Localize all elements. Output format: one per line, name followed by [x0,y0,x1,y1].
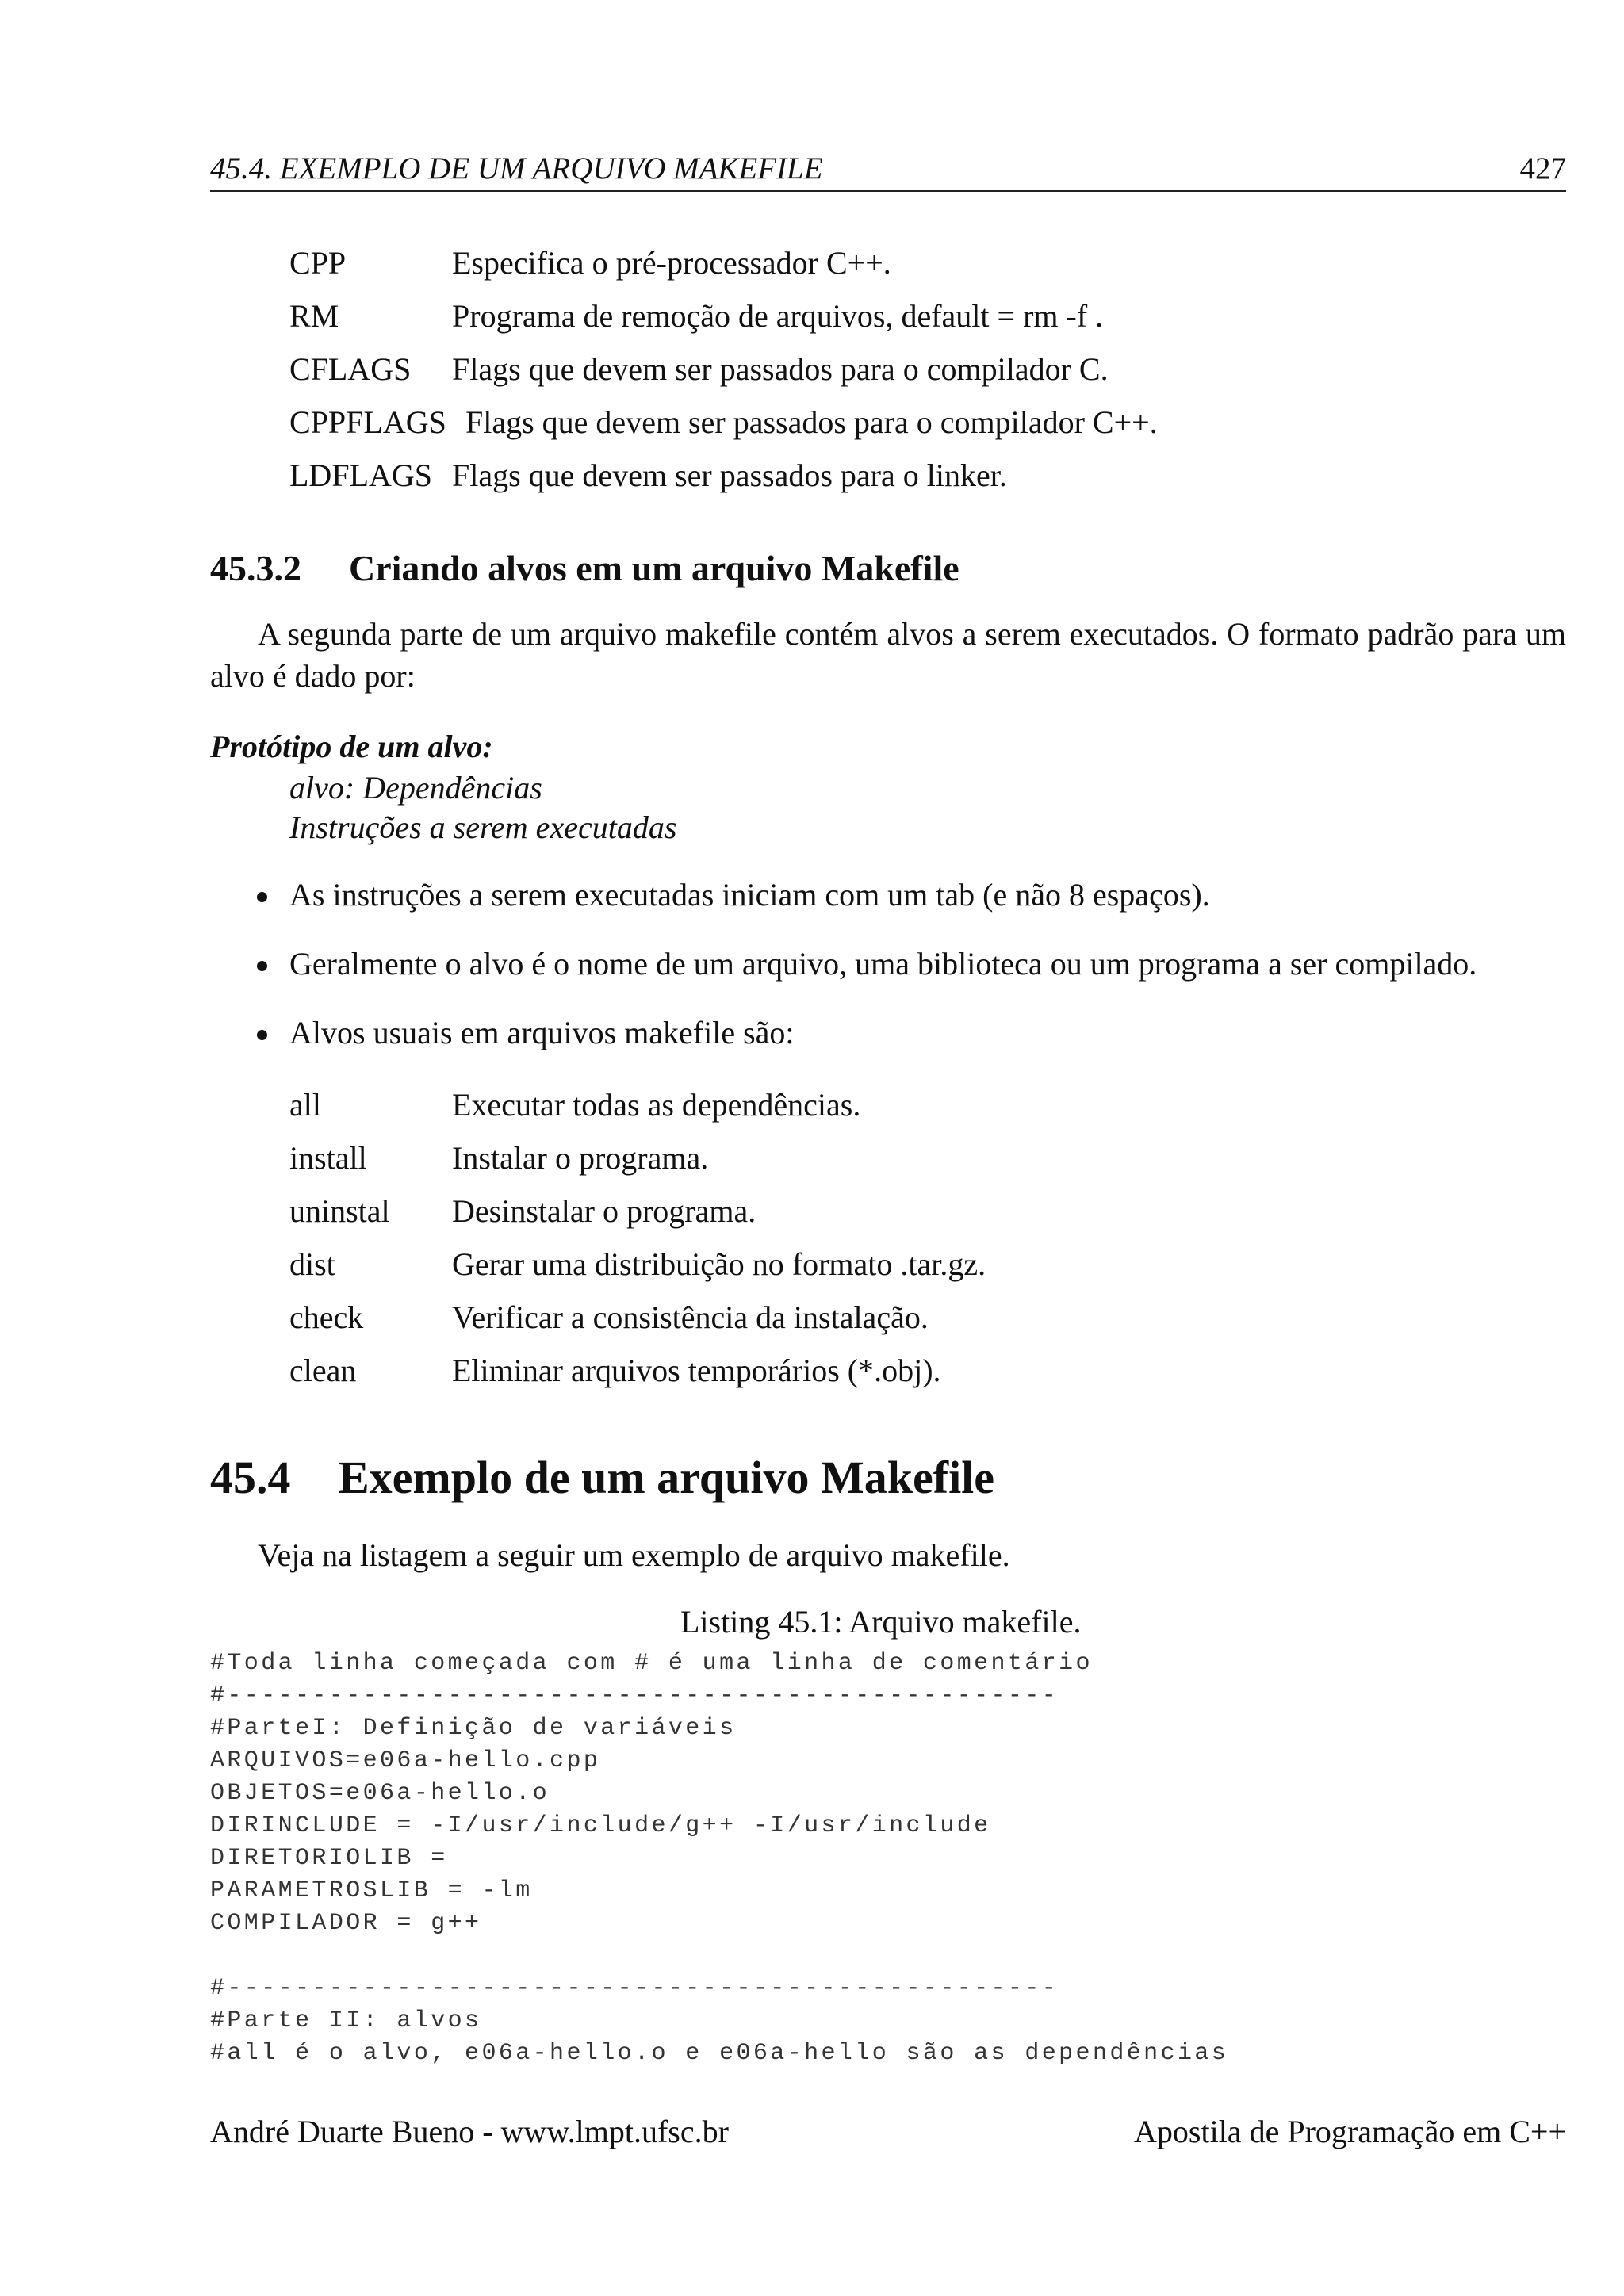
code-line: #------------------------------------------------- [210,1975,1059,2002]
footer-book-title: Apostila de Programação em C++ [1134,2114,1566,2149]
list-item-text: Geralmente o alvo é o nome de um arquivo, uma biblioteca ou um programa a ser compilado. [289,946,1477,982]
variable-desc: Flags que devem ser passados para o linker. [452,457,1007,493]
variable-desc: Programa de remoção de arquivos, default = rm -f . [452,298,1104,334]
list-item-text: As instruções a serem executadas iniciam com um tab (e não 8 espaços). [289,877,1210,913]
code-line: PARAMETROSLIB = -lm [210,1877,533,1904]
target-desc: Desinstalar o programa. [452,1193,756,1229]
code-listing [210,1647,1228,2070]
code-line: #Toda linha começada com # é uma linha de comentário [210,1650,1093,1677]
section-heading-45-3-2 [210,547,959,589]
section-number: 45.3.2 [210,548,301,588]
variable-desc: Flags que devem ser passados para o compilador C. [452,351,1109,387]
bullet-list [254,876,1477,1083]
section-title: Criando alvos em um arquivo Makefile [349,548,959,588]
section-title: Exemplo de um arquivo Makefile [339,1452,995,1503]
target-term: install [289,1140,367,1176]
bullet-icon [257,961,267,971]
target-desc: Executar todas as dependências. [452,1087,861,1123]
section-heading-45-4 [210,1451,994,1504]
code-line: #Parte II: alvos [210,2007,482,2034]
list-item [254,876,1477,945]
prototype-line-2: Instruções a serem executadas [289,809,677,845]
list-item [254,1014,1477,1083]
target-term: uninstal [289,1193,390,1229]
listing-caption: Listing 45.1: Arquivo makefile. [680,1604,1082,1640]
code-line: OBJETOS=e06a-hello.o [210,1780,550,1807]
target-term: check [289,1299,364,1335]
code-line: #ParteI: Definição de variáveis [210,1715,737,1742]
variable-term: CFLAGS [289,351,412,387]
code-line: DIRETORIOLIB = [210,1845,448,1872]
target-term: all [289,1087,321,1123]
code-line: #all é o alvo, e06a-hello.o e e06a-hello são as dependências [210,2040,1229,2067]
variable-desc: Flags que devem ser passados para o compilador C++. [465,404,1158,440]
page-number: 427 [1519,151,1566,186]
target-desc: Verificar a consistência da instalação. [452,1299,929,1335]
target-term: dist [289,1246,335,1282]
code-line: DIRINCLUDE = -I/usr/include/g++ -I/usr/include [210,1812,991,1839]
paragraph-listing-intro [210,1534,1566,1576]
target-desc: Eliminar arquivos temporários (*.obj). [452,1353,941,1388]
code-line: #------------------------------------------------- [210,1682,1059,1709]
code-line [210,1940,1228,1973]
variable-term: CPP [289,245,347,281]
target-desc: Instalar o programa. [452,1140,709,1176]
target-term: clean [289,1353,357,1388]
target-desc: Gerar uma distribuição no formato .tar.gz. [452,1246,986,1282]
variable-term: RM [289,298,339,334]
list-item-text: Alvos usuais em arquivos makefile são: [289,1015,795,1050]
prototype-line-1: alvo: Dependências [289,770,542,806]
variable-term: CPPFLAGS [289,404,446,440]
bullet-icon [257,1030,267,1040]
variable-term: LDFLAGS [289,457,433,493]
code-line: ARQUIVOS=e06a-hello.cpp [210,1747,601,1774]
paragraph-text: A segunda parte de um arquivo makefile contém alvos a serem executados. O formato padrão para um alvo é dado por: [210,616,1566,694]
bullet-icon [257,892,267,902]
section-number: 45.4 [210,1452,291,1503]
paragraph-targets-intro [210,613,1566,697]
variable-desc: Especifica o pré-processador C++. [452,245,891,281]
list-item [254,945,1477,1014]
running-header-title: 45.4. EXEMPLO DE UM ARQUIVO MAKEFILE [210,151,823,186]
footer-author: André Duarte Bueno - www.lmpt.ufsc.br [210,2114,729,2149]
paragraph-text: Veja na listagem a seguir um exemplo de arquivo makefile. [258,1537,1010,1573]
running-header [210,151,1566,192]
prototype-label: Protótipo de um alvo: [210,729,493,764]
code-line: COMPILADOR = g++ [210,1910,482,1937]
